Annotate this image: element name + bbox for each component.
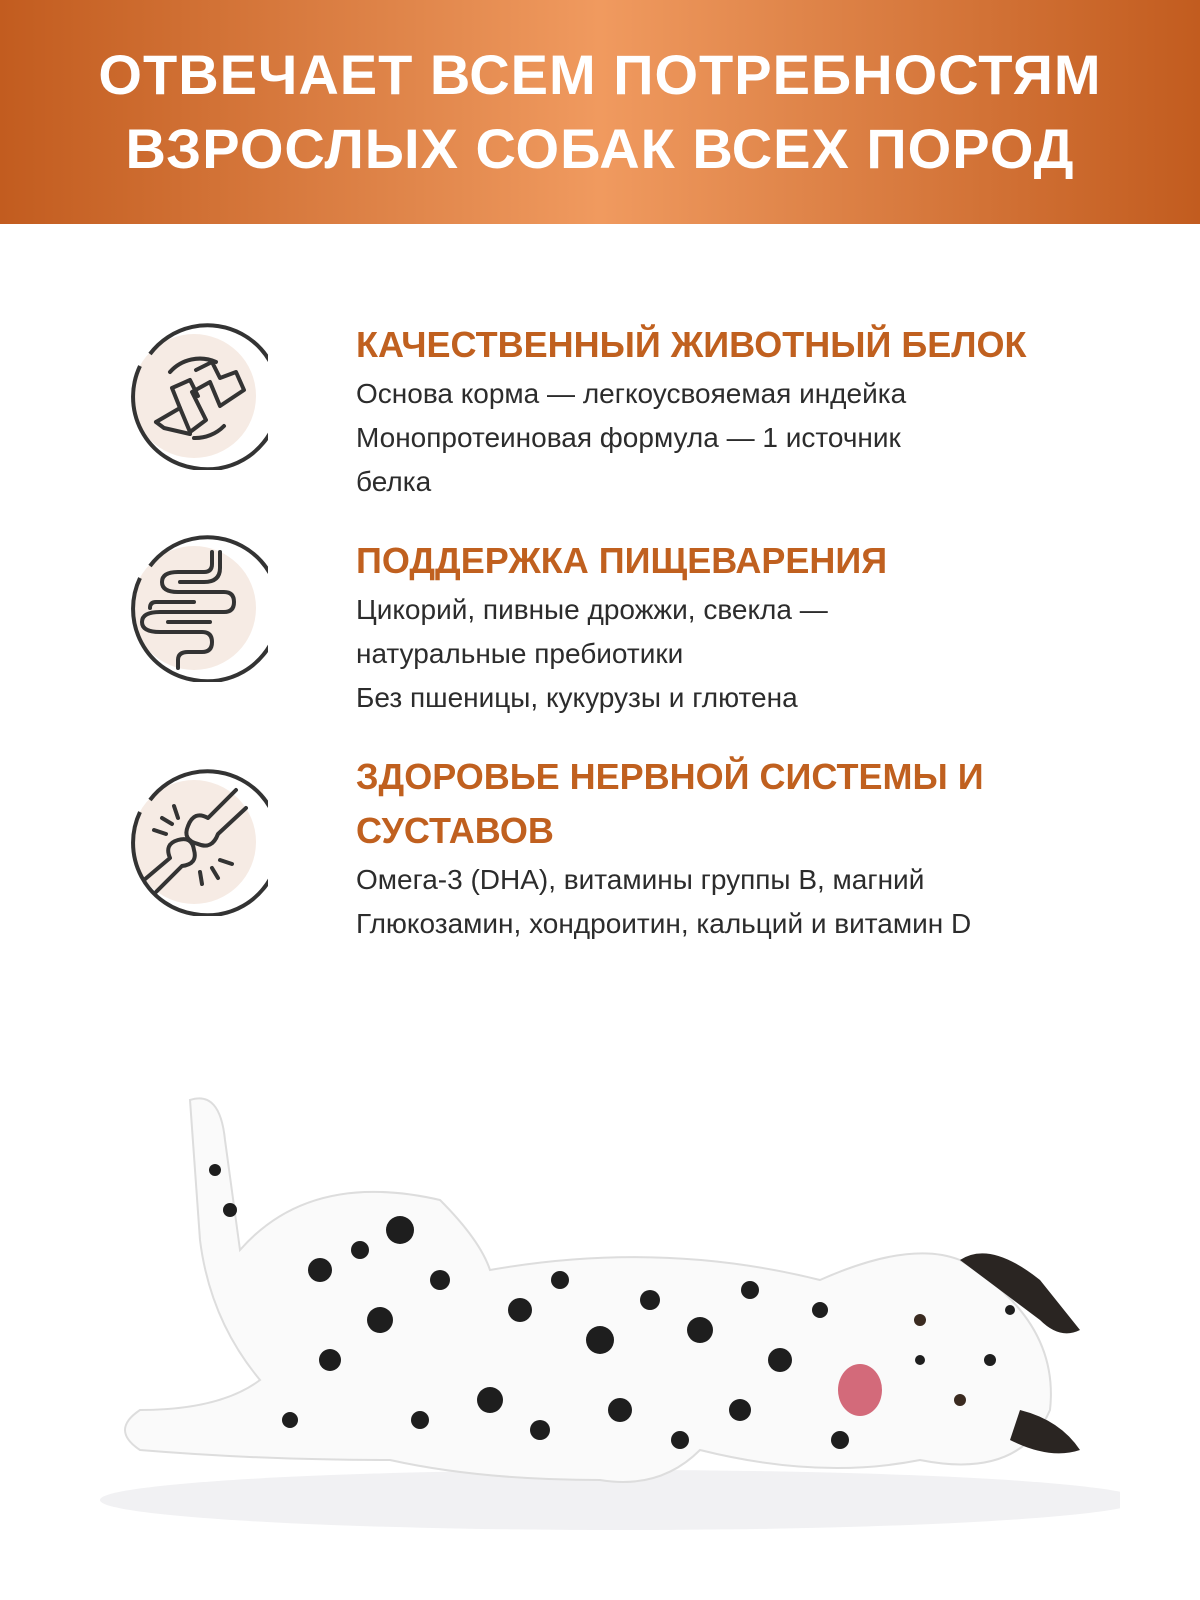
feature-line: Омега-3 (DHA), витамины группы B, магний xyxy=(356,864,925,895)
feature-line: Глюкозамин, хондроитин, кальций и витамин D xyxy=(356,908,972,939)
feature-line: Основа корма — легкоусвояемая индейка xyxy=(356,378,907,409)
feature-title: СУСТАВОВ xyxy=(356,810,554,851)
feature-title: ПОДДЕРЖКА ПИЩЕВАРЕНИЯ xyxy=(356,540,888,581)
feature-title: КАЧЕСТВЕННЫЙ ЖИВОТНЫЙ БЕЛОК xyxy=(356,324,1027,365)
joint-icon xyxy=(120,768,268,916)
feature-line: Цикорий, пивные дрожжи, свекла — xyxy=(356,594,828,625)
header-title-line-1: ОТВЕЧАЕТ ВСЕМ ПОТРЕБНОСТЯМ xyxy=(98,43,1102,106)
header-banner xyxy=(0,0,1200,224)
intestine-icon xyxy=(120,534,268,682)
feature-line: Монопротеиновая формула — 1 источник xyxy=(356,422,901,453)
feature-title: ЗДОРОВЬЕ НЕРВНОЙ СИСТЕМЫ И xyxy=(356,756,984,797)
feature-line: натуральные пребиотики xyxy=(356,638,684,669)
header-title-line-2: ВЗРОСЛЫХ СОБАК ВСЕХ ПОРОД xyxy=(125,117,1075,180)
feature-line: Без пшеницы, кукурузы и глютена xyxy=(356,682,798,713)
protein-ribbon-icon xyxy=(120,322,268,470)
feature-line: белка xyxy=(356,466,432,497)
dalmatian-dog-photo xyxy=(60,1080,1120,1540)
